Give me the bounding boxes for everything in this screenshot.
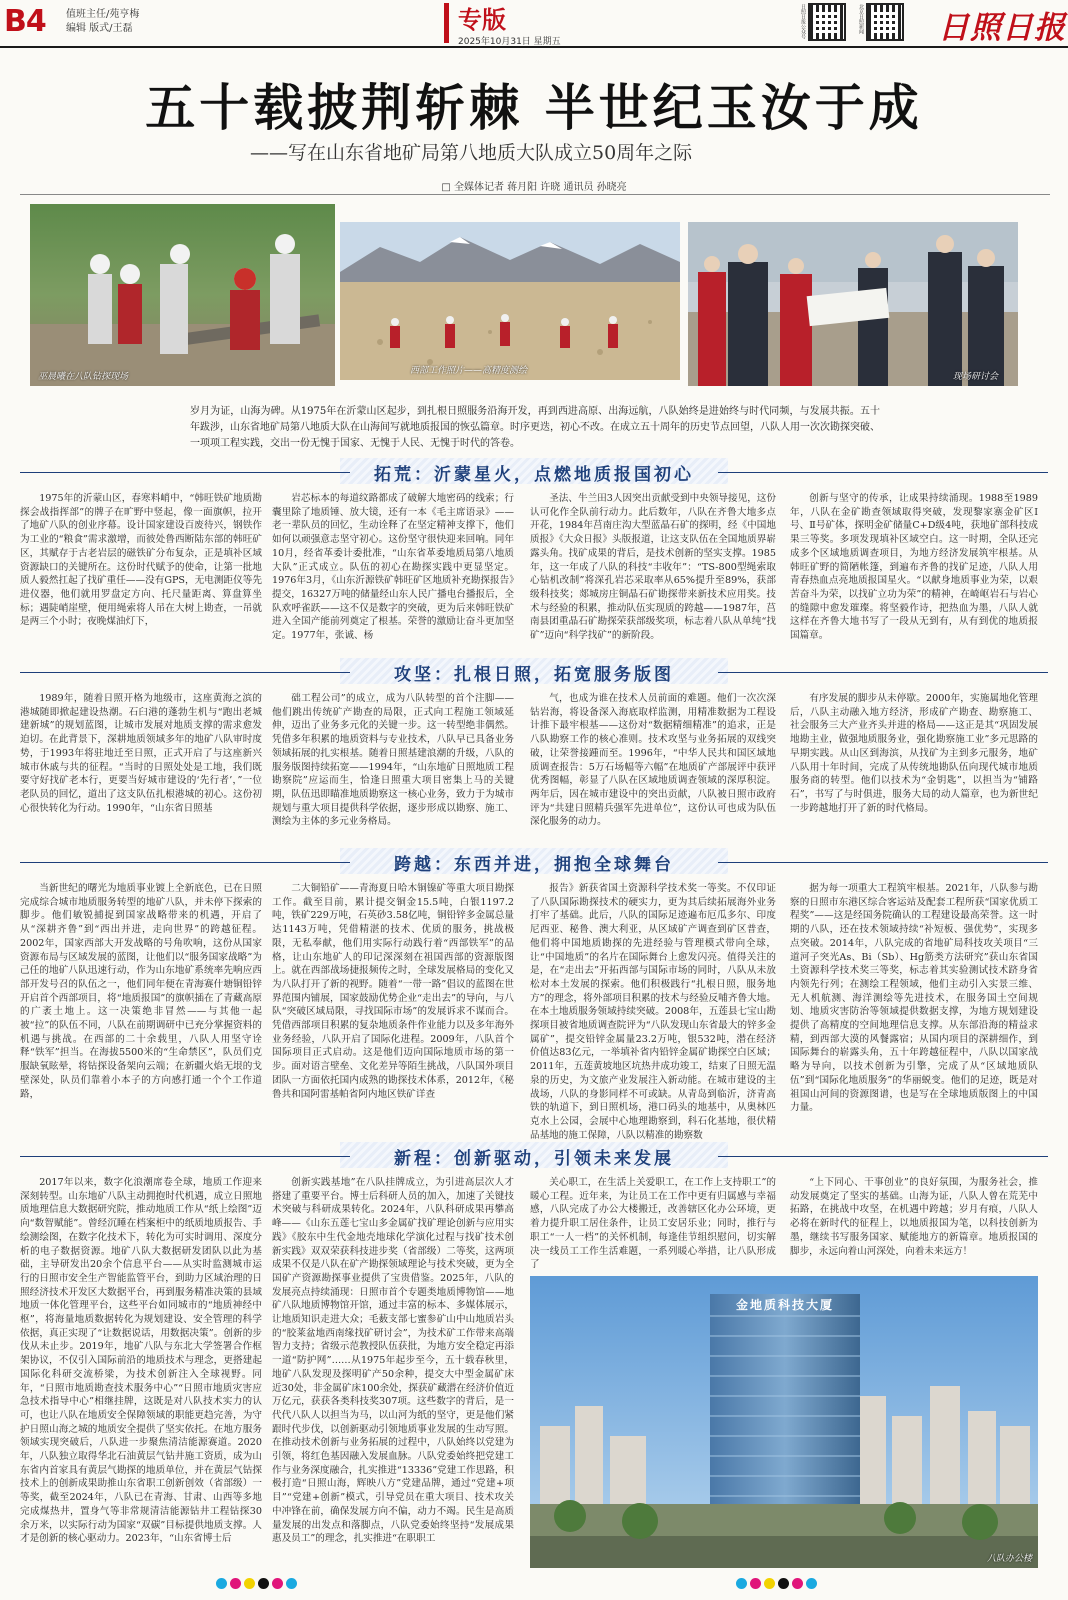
qr-label-1: 日照日报公众号 [800,4,806,39]
print-color-marks [736,1578,817,1589]
editor-line-1: 值班主任/苑亨梅 [66,9,140,20]
section4-col1: 2017年以来，数字化浪潮席卷全球，地质工作迎来深刻转型。山东地矿八队主动拥抱时代机遇，成立日照地质地理信息大数据研究院，推动地质工作从“纸上绘图”迈向“数智赋能”。曾经沉睡在档案柜中的纸质地质报告、手绘测绘图，在数字化技术下，转化为可实时调用、深度分析的电子数据资源。地矿八队大数据研发团队以此为基础，主导研发出20余个信息平台——从实时监测城市运行的日照市安全生产智能监管平台，到助力区域治理的日照经济技术开发区大数据平台，再到服务精准决策的县域地质一体化管理平台，这些平台如同城市的“地质神经中枢”，将海量地质数据转化为规划建设、安全管理的科学依据，真正实现了“让数据说话，用数据决策”。创新的步伐从未止步。2019年，地矿八队与东北大学签署合作框架协议，不仅引入国际前沿的地质技术与理念，更搭建起国际化科研交流桥梁，为技术创新注入全球视野。同年，“日照市地质勘查技术服务中心”“日照市地质灾害应急技术指导中心”相继挂牌，这既是对八队技术实力的认可，也让八队在地质安全保障领域的职能更趋完善，为守护日照山海之城的地质安全提供了坚实依托。在地方服务领域实现突破后，八队进一步聚焦清洁能源赛道。2020年，八队独立取得华北石油黄层气钻井施工资质，成为山东省内首家具有黄层气勘探的地质单位，并在黄层气钻探技术上的创新成果助推山东省职工创新创效（省部级）一等奖，截至2024年，八队已在青海、甘肃、山西等多地完成煤热井，置身气等非常规清洁能源钻井工程钻探30余万米，以实际行动为国家“双碳”目标提供地质支撑。人才是创新的核心驱动力。2023年，“山东省博士后 [20,1177,262,1545]
section2-col1: 1989年，随着日照开格为地级市，这座黄海之滨的港城随即掀起建设热潮。石臼港的蓬勃生机与“跑出老城建新城”的规划蓝图，让城市发展对地质支撑的需求愈发迫切。在此背景下，深耕地质领域多年的地矿八队审时度势，于1993年将驻地迁至日照，正式开启了与这座新兴城市休戚与共的征程。“当时的日照处处是工地，我们既要守好找矿老本行，更要当好城市建设的‘先行者’，”一位老队员的回忆，道出了这支队伍扎根港城的初心。这份初心很快转化为行动。1990年，“山东省日照基 [20,693,262,814]
section4-col2: 创新实践基地”在八队挂牌成立，为引进高层次人才搭建了重要平台。博士后科研人员的加入，加速了关键技术突破与科研成果转化。2024年，八队科研成果再攀高峰——《山东五莲七宝山多金属矿找矿理论创新与应用实践》《胶东中生代金地壳地球化学演化过程与找矿技术创新实践》双双荣获科技进步奖（省部级）二等奖，这两项成果不仅是八队在矿产勘探领域理论与技术突破，更为全国矿产资源勘探事业提供了宝贵借鉴。2025年，八队的发展亮点持续涌现：日照市首个专题类地质博物馆——地矿八队地质博物馆开馆，通过丰富的标本、多媒体展示，让地质知识走进大众；毛薮支部七蜜参矿山中山地质岩头的“胶莱盆地西南缘找矿研讨会”，为技术矿工作带来高端智力支持；省级示范教授队伍获批，为地方安全稳定再添一道“防护网”……从1975年起步至今，五十载春秋里，地矿八队发现及探明矿产50余种，提交大中型金属矿床近30处，非金属矿床100余处，探获矿藏潜在经济价值近万亿元，获获各类科技奖307项。这些数字的背后，是一代代八队人以担当为马，以山河为纸的坚守，更是他们紧跟时代步伐，以创新驱动引领地质事业发展的生动写照。在推动技术创新与业务拓展的过程中，八队始终以党建为引领，将红色基因融入发展血脉。八队党委始终把党建工作与业务深度融合，扎实推进“13336”党建工作思路，积极打造“日照山海，辉映八方”党建品牌，通过“党建+项目”“党建+创新”模式，引导党员在重大项目、技术攻关中冲锋在前，确保发展方向不偏，动力不竭。民生是高质量发展的出发点和落脚点，八队党委始终坚持“发展成果惠及员工”的理念，扎实推进“在职职工 [272,1177,514,1545]
newspaper-logo: 日照日报 [938,10,1066,46]
photo-caption: 现场研讨会 [952,372,998,382]
section2-col2: 础工程公司”的成立，成为八队转型的首个注脚——他们跳出传统矿产勘查的局限，正式向工程施工领域延伸，迈出了业务多元化的关键一步。这一转型绝非偶然。凭借多年积累的地质资料与专业技术，八队早已具备业务领域拓展的扎实根基。随着日照基建浪潮的升级，八队的服务版图持续拓宽——1994年，“山东地矿日照地质工程勘察院”应运而生，恰逢日照重大项目密集上马的关键期，队伍迅即瞄准地质勘察这一核心业务，致力于为城市规划与重大项目提供科学依据，逐步形成以勘察、施工、测绘为主体的多元业务格局。 [272,693,514,828]
section1-col1: 1975年的沂蒙山区，春寒料峭中，“韩旺铁矿地质勘探会战指挥部”的牌子在旷野中竖起，像一面旗帜，拉开了地矿八队的创业序幕。设计国家建设百废待兴，钢铁作为工业的“粮食”需求激增，而彼处鲁西断陆东部的韩旺矿区，其赋存于古老岩层的磁铁矿分布复杂，正是填补区域资源缺口的关键所在。这份时代赋予的使命，让第一批地质人毅然扛起了找矿重任——没有GPS，无电测距仪等先进仪器，他们就用罗盘定方向、托尺量距离、算盘算坐标；遇陡峭崖壁，便用绳索将人吊在大树上勘查，一吊就是两三个小时；夜晚煤油灯下， [20,493,262,628]
section1-col3: 圣法、牛兰田3人因突出贡献受到中央领导接见，这份认可化作全队前行动力。此后数年，八队在齐鲁大地多点开花，1984年莒南庄沟大型蓝晶石矿的探明，经《中国地质报》《大众日报》头版报道，让这支队伍在全国地质界崭露头角。找矿成果的背后，是技术创新的坚实支撑。1985年，这一年成了八队的科技“丰收年”：“TS-800型绳索取心钻机改制”将深孔岩芯采取率从65%提升至89%，获部级科技奖；郯城房庄铜晶石矿勘探带来新技术应用奖。技术与经验的积累，推动队伍实现质的跨越——1987年，莒南县团重晶石矿勘探荣获部级奖项，标志着八队从单纯“找矿”迈向“科学找矿”的新阶段。 [530,493,776,642]
section3-col1: 当新世纪的曙光为地质事业镀上全新底色，已在日照完成综合城市地质服务转型的地矿八队，并未停下探索的脚步。他们敏锐捕捉到国家战略带来的机遇，开启了从“深耕齐鲁”到“西出并进，走向世界”的跨越征程。2002年，国家西部大开发战略的号角吹响，这份从国家资源布局与区域发展的蓝图，让他们以“服务国家战略”为己任的地矿八队迅速行动，作为山东地矿系统率先响应西部开发号召的队伍之一，他们同年便在青海赛什塘铜铅锌开启首个西部项目，将“地质报国”的旗帜插在了青藏高原的广袤土地上。这一决策绝非冒然——与其他一起被“拉”的队伍不同，八队在前期调研中已充分掌握资料的机遇与挑战。在西部的二十余载里，八队人用坚守诠释“铁军”担当。在海拔5500米的“生命禁区”，队员们克服缺氧眩晕，将钻探设备架向云端；在新疆火焰无垠的戈壁深处，队员们靠着小本子的方向感打通一个个工作道路， [20,883,262,1100]
photo-caption: 八队办公楼 [986,1554,1032,1564]
photo-office-building [530,1276,1038,1568]
page-header [0,0,1068,48]
print-color-marks [216,1578,297,1589]
section-accent-bar [444,3,449,43]
photo-caption: 巫晨曦在八队钻探现场 [38,372,129,382]
building-sign: 金地质科技大厦 [735,1298,834,1312]
section4-col4: “上下同心、干事创业”的良好氛围，为服务社会，推动发展奠定了坚实的基础。山海为证，八队人曾在荒芜中拓路，在挑战中攻坚，在机遇中跨越；岁月有痕，八队人必将在新时代的征程上，以地质报国为笔，以科技创新为墨，继续书写服务国家、赋能地方的新篇章。地质报国的脚步，永远向着山河深处，向着未来远方！ [790,1177,1038,1257]
editor-line-2: 编辑 版式/王磊 [66,23,133,34]
intro-paragraph: 岁月为证，山海为碑。从1975年在沂蒙山区起步，到扎根日照服务沿海开发，再到西进高原、出海远航，八队始终是进始终与时代同频，与发展共振。五十年跋涉，山东省地矿局第八地质大队在山海间写就地质报国的恢弘篇章。时序更迭，初心不改。在成立五十周年的历史节点回望，八队人用一次次勘探突破、一项项工程实践，交出一份无愧于国家、无愧于人民、无愧于时代的答卷。 [190,406,880,449]
photo-site-meeting [688,222,1018,386]
subheadline: ——写在山东省地矿局第八地质大队成立50周年之际 [250,142,693,164]
qr-label-2: 北京日照新闻 [858,4,864,34]
section-heading-2: 攻坚：扎根日照，拓宽服务版图 [0,660,1068,685]
section-heading-1: 拓荒：沂蒙星火，点燃地质报国初心 [0,460,1068,485]
photo-field-workers [30,204,335,386]
qr-code-icon[interactable] [808,3,846,41]
qr-code-icon[interactable] [866,3,904,41]
section1-col2: 岩芯标本的每道纹路都成了破解大地密码的线索；行囊里除了地质锤、放大镜，还有一本《毛主席语录》——老一辈队员的回忆，生动诠释了在坚定精神支撑下，他们如何以顽强意志坚守初心。这份坚守很快迎来回响。同年10月，经省革委计委批准，“山东省革委地质局第八地质大队”正式成立。队伍的初心在勘探实践中更显坚定。1976年3月，《山东沂源铁矿韩旺矿区地质补充勘探报告》提交，16327万吨的储量经山东人民广播电台播报后，全队欢呼雀跃——这不仅是数字的突破，更为后来韩旺铁矿进入全国产能前列奠定了根基。荣誉的激励让奋斗更加坚定。1977年，张诚、杨 [272,493,514,642]
divider [20,194,1050,195]
section-name: 专版 [458,6,506,34]
issue-date: 2025年10月31日 星期五 [458,37,561,47]
photo-caption: 西部工作照片——高精度测绘 [410,366,528,376]
section3-col3: 报告》新获省国土资源科学技术奖一等奖。不仅印证了八队国际勘探技术的硬实力，更为其后续拓展海外业务打牢了基础。此后，八队的国际足迹遍布厄瓜多尔、印度尼西亚、秘鲁、澳大利亚，从区域矿产调查到矿区普查，他们将中国地质勘探的先进经验与管理模式带向全球，让“中国地质”的名片在国际舞台上愈发闪亮。值得关注的是，在“走出去”开拓西部与国际市场的同时，八队从未放松对本土发展的探索。他们积极践行“扎根日照，服务地方”的理念，将外部项目积累的技术与经验反哺齐鲁大地。在本土地质服务领域持续突破。2008年，五莲县七宝山勘探项目被省地质调查院评为“八队发现山东省最大的锌多金属矿”，提交铅锌金属量23.2万吨，银532吨，潜在经济价值达83亿元，一举填补省内铅锌金属矿勘探空白区域；2011年，五莲黄坡地区坑热井成功竣工，结束了日照无温泉的历史，为文旅产业发展注入新动能。在城市建设的主战场，八队的身影同样不可或缺。从青岛到临沂，济青高铁的轨道下，到日照机场，港口码头的地基中，从奥林匹克水上公园，会展中心地理勘察到，科石化基地，很伏精品基地的施工保障，八队以精准的勘察数 [530,883,776,1141]
section2-col3: 气，也成为谁在技术人员前面的难题。他们一次次深钻岩海，将设备深入海底取样监测，用精准数据为工程设计推下最牢根基——这份对“数据精细精准”的追求，正是八队勘察工作的核心准则。技术攻坚与业务拓展的双线突破，让荣誉接踵而至。1996年，“中华人民共和国区域地质调查报告：5万石场幅等六幅”在地质矿产部展评中获评优秀图幅，彰显了八队在区域地质调查领域的深厚积淀。两年后，因在城市建设中的突出贡献，八队被日照市政府评为“共建日照精兵强军先进单位”，这份认可也成为队伍深化服务的动力。 [530,693,776,828]
section1-col4: 创新与坚守的传承，让成果持续涌现。1988至1989年，八队在金矿勘查领域取得突破，发现黎家寨金矿区Ⅰ号、Ⅱ号矿体，探明金矿储量C+D级4吨，获地矿部科技成果三等奖。多项发现填补区域空白。这一时期，全队还完成多个区域地质调查项目，为地方经济发展筑牢根基。从韩旺矿野的简陋帐篷，到遍布齐鲁的找矿足迹，八队人用青春热血点亮地质报国星火。“以献身地质事业为荣，以艰苦奋斗为荣，以找矿立功为荣”的精神，在崎岖岩石与岩心的缝隙中愈发璀璨。将坚毅作诗，把热血为墨，八队人就这样在齐鲁大地书写了一段从无到有，从有到优的地质报国篇章。 [790,493,1038,642]
photo-desert-team [340,222,680,380]
section3-col4: 据为每一项重大工程筑牢根基。2021年，八队参与勘察的日照市东港区综合客运站及配套工程所获“国家优质工程奖”——这是经国务院确认的工程建设最高荣誉。这一时期的八队，还在技术领域持续“补短板、强优势”，实现多点突破。2014年，八队完成的省地矿局科技攻关项目“三道河子突光As、Bi（Sb）、Hg筋类方法研究”获山东省国土资源科学技术奖三等奖，标志着其实验测试技术跻身省内领先行列；在测绘工程领域，他们主动引入实景三维、无人机航测、海洋测绘等先进技术，在服务国土空间规划、地质灾害防治等领域提供数据支撑，为地方规划建设提供了高精度的空间地理信息支撑。从东部沿海的精益求精，到西部大漠的风餐露宿；从国内项目的深耕细作，到国际舞台的崭露头角，五十年跨越征程中，八队以国家战略为导向，以技术创新为引擎，完成了从“区域地质队伍”到“国际化地质服务”的华丽蜕变。他们的足迹，既是对祖国山河间的资源图谱，也是写在全球地质版图上的中国力量。 [790,883,1038,1114]
headline: 五十载披荆斩棘 半世纪玉汝于成 [145,79,923,137]
page-number: B4 [4,4,46,39]
section-heading-3: 跨越：东西并进，拥抱全球舞台 [0,850,1068,875]
section-heading-4: 新程：创新驱动，引领未来发展 [0,1144,1068,1169]
section4-col3: 关心职工，在生活上关爱职工，在工作上支持职工”的暖心工程。近年来，为让员工在工作中更有归属感与幸福感，八队完成了办公大楼搬迁，改善辖区化办公环境，更着力提升职工居住条件，让员工安居乐业；同时，推行与职工“一人一档”的关怀机制，每逢佳节组织慰问，切实解决一线员工工作生活难题，一系列暖心举措，让八队形成了 [530,1177,776,1271]
section3-col2: 二大铜铅矿——青海夏日哈木铜镍矿等重大项目勘探工作。截至目前，累计提交铜金15.5吨，白银1197.2吨，铁矿229万吨，石英砂3.58亿吨，铜铅锌多金属总量达1143万吨，凭借精湛的技术、优质的服务，挑战极限，无私奉献，他们用实际行动践行着“西部铁军”的品格，让山东地矿人的印记深深刻在祖国西部的资源版图上。就在西部战场捷报频传之时，全球发展格局的变化又为八队打开了新的视野。随着“一带一路”倡议的蓝图在世界范围内铺展，国家鼓励优势企业“走出去”的导向，与八队“突破区域局限，寻找国际市场”的发展诉求不谋而合。凭借西部项目积累的复杂地质条件作业能力以及多年海外业务经验，八队开启了国际化进程。2009年，八队首个国际项目正式启动。这是他们迈向国际地质市场的第一步。面对语言壁垒、文化差异等陌生挑战，八队国外项目团队一方面依托国内成熟的勘探技术体系，2012年，《秘鲁共和国阿雷基帕省阿内地区铁矿详查 [272,883,514,1100]
editor-credits [66,8,139,36]
section2-col4: 有序发展的脚步从未停歇。2000年，实施属地化管理后，八队主动融入地方经济，形成矿产勘查、勘察施工、社会服务三大产业齐头并进的格局——这正是其“巩固发展地勘主业，做强地质服务业，强化勘察施工业”多元思路的早期实践。从山区到海滨，从找矿为主到多元服务，地矿八队用十年时间，完成了从传统地勘队伍向现代城市地质服务商的转型。他们以技术为“金钥匙”，以担当为“铺路石”，书写了与时俱进，服务大局的动人篇章，也为新世纪一步跨越地打开了新的时代格局。 [790,693,1038,814]
byline: □ 全媒体记者 蒋月阳 许晓 通讯员 孙晓亮 [441,182,627,193]
